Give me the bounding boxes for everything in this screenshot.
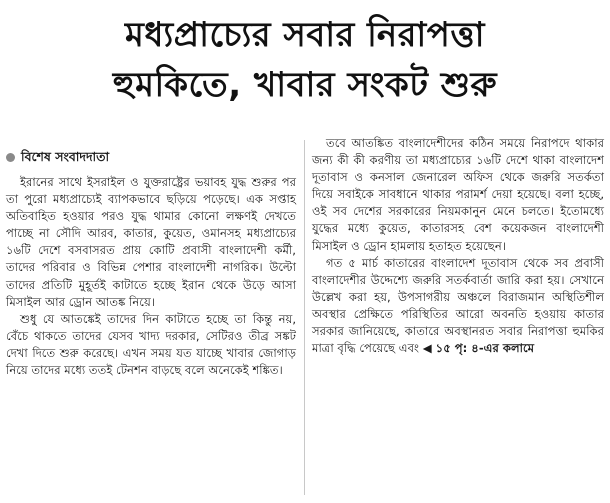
left-column bbox=[6, 148, 296, 379]
article-paragraph bbox=[312, 255, 604, 358]
headline bbox=[14, 10, 596, 110]
article-paragraph-text: গত ৫ মার্চ কাতারের বাংলাদেশ দূতাবাস থেকে সব প্রবাসী বাংলাদেশীর উদ্দেশ্যে জরুরি সতর্কবার্তা জারি করা হয়। সেখানে উল্লেখ করা হয়, উপসাগরীয় অঞ্চলে বিরাজমান অস্থিতিশীল অবস্থার প্রেক্ষিতে পরিস্থিতির আরো অবনতি হওয়ায় কাতার সরকার জানিয়েছে, কাতারে অবস্থানরত সবার নিরাপত্তা হুমকির মাত্রা বৃদ্ধি পেয়েছে এবং bbox=[312, 255, 604, 356]
headline-line-2: হুমকিতে, খাবার সংকট শুরু bbox=[112, 65, 498, 105]
jump-reference: ◀ ১৫ পৃ: ৪-এর কলামে bbox=[422, 341, 535, 356]
headline-line-1: মধ্যপ্রাচ্যের সবার নিরাপত্তা bbox=[124, 15, 486, 55]
column-rule bbox=[304, 140, 305, 495]
byline-text: বিশেষ সংবাদদাতা bbox=[21, 149, 110, 165]
bullet-icon bbox=[6, 153, 15, 162]
article-paragraph: তবে আতঙ্কিত বাংলাদেশীদের কঠিন সময়ে নিরাপদে থাকার জন্য কী কী করণীয় তা মধ্যপ্রাচ্যের ১৬টি দেশে থাকা বাংলাদেশ দূতাবাস ও কনসাল জেনারেল অফিস থেকে জরুরি সতর্কতা দিয়ে সবাইকে সাবধানে থাকার পরামর্শ দেয়া হয়েছে। বলা হচ্ছে, ওই সব দেশের সরকারের নিয়মকানুন মেনে চলতে। ইতোমধ্যে যুদ্ধের মধ্যে কুয়েত, কাতারসহ বেশ কয়েকজন বাংলাদেশী মিসাইল ও ড্রোন হামলায় হতাহত হয়েছেন। bbox=[312, 136, 604, 253]
right-column bbox=[312, 135, 604, 357]
article-paragraph: ইরানের সাথে ইসরাইল ও যুক্তরাষ্ট্রের ভয়াবহ যুদ্ধ শুরুর পর তা পুরো মধ্যপ্রাচ্যেই ব্যাপকভাবে ছড়িয়ে পড়েছে। এক সপ্তাহ অতিবাহিত হওয়ার পরও যুদ্ধ থামার কোনো লক্ষণই দেখতে পাচ্ছে না সৌদি আরব, কাতার, কুয়েত, ওমানসহ মধ্যপ্রাচ্যের ১৬টি দেশে বসবাসরত প্রায় কোটি প্রবাসী বাংলাদেশী কর্মী, তাদের পরিবার ও বিভিন্ন পেশার বাংলাদেশী নাগরিক। উল্টো তাদের প্রতিটি মুহূর্তই কাটাতে হচ্ছে ইরান থেকে উড়ে আসা মিসাইল আর ড্রোন আতঙ্ক নিয়ে। bbox=[6, 175, 296, 309]
article-paragraph: শুধু যে আতঙ্কেই তাদের দিন কাটাতে হচ্ছে তা কিন্তু নয়, বেঁচে থাকতে তাদের যেসব খাদ্য দরকার, সেটিরও তীব্র সঙ্কট দেখা দিতে শুরু করেছে। এখন সময় যত যাচ্ছে খাবার জোগাড় নিয়ে তাদের মধ্যে ততই টেনশন বাড়ছে বলে অনেকেই শঙ্কিত। bbox=[6, 311, 296, 378]
byline bbox=[6, 148, 296, 166]
